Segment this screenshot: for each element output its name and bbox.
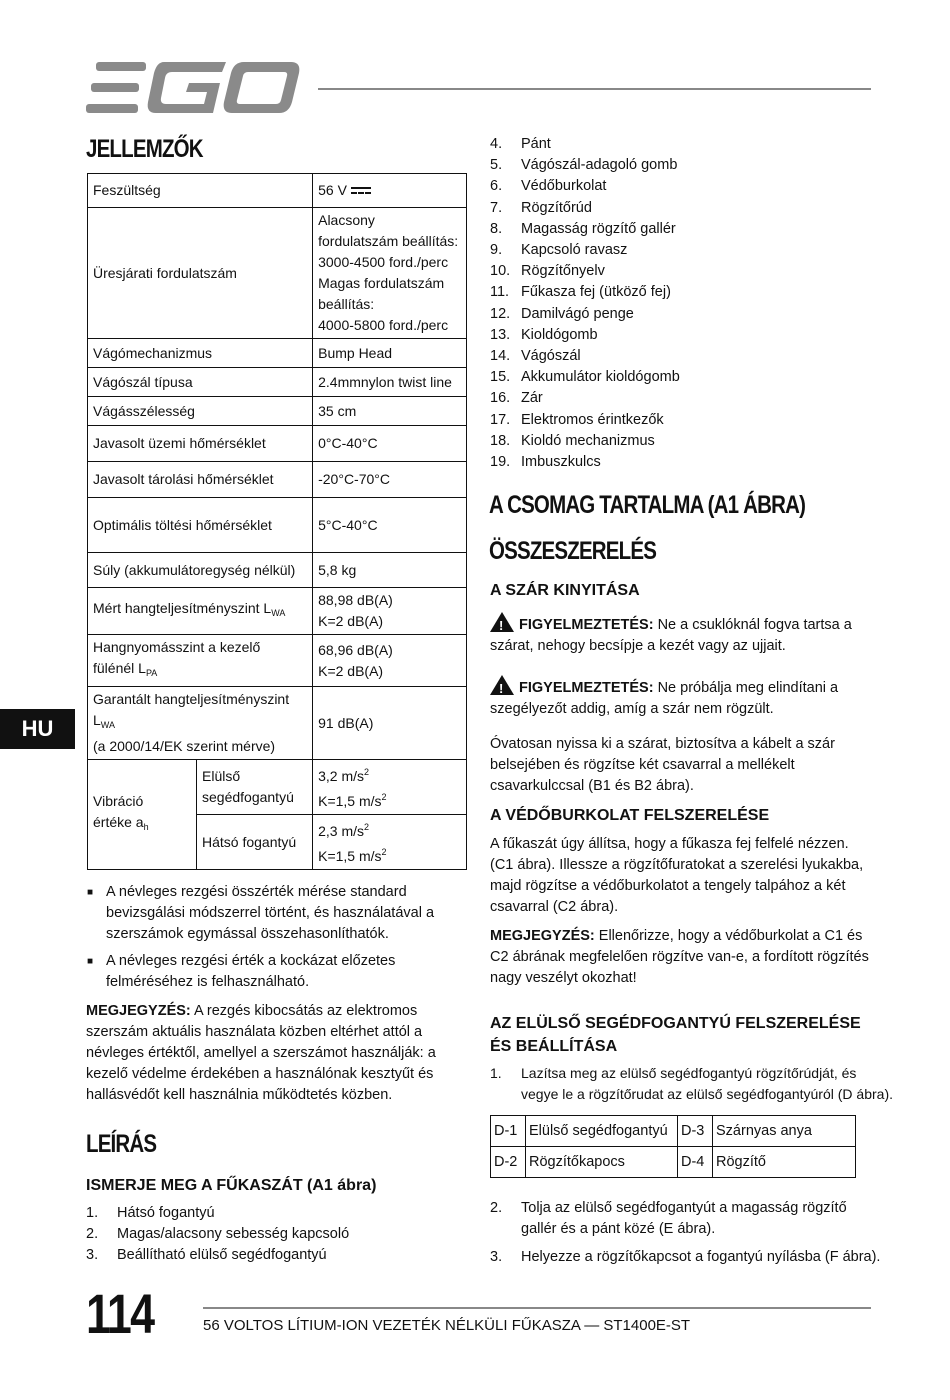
- list-item: 19. Imbuszkulcs: [490, 454, 601, 471]
- spec-value: 68,96 dB(A) K=2 dB(A): [313, 635, 467, 687]
- list-item: ■ A névleges rezgési összérték mérése standard bevizsgálási módszerrel történt, és használatával a szerszámok egymással összehasonlíthatók.: [87, 882, 462, 945]
- list-item: 4. Pánt: [490, 136, 551, 152]
- spec-label: Vágásszélesség: [88, 397, 313, 426]
- part-code: D-1: [491, 1116, 526, 1147]
- heading-osszeszereles: ÖSSZESZERELÉS: [489, 537, 657, 565]
- list-item: 11. Fűkasza fej (ütköző fej): [490, 284, 671, 301]
- spec-value: 0°C-40°C: [313, 426, 467, 462]
- spec-value: 35 cm: [313, 397, 467, 426]
- spec-value: 5,8 kg: [313, 553, 467, 588]
- spec-label: Javasolt üzemi hőmérséklet: [88, 426, 313, 462]
- spec-value: 88,98 dB(A) K=2 dB(A): [313, 588, 467, 635]
- szar-paragraph: Óvatosan nyissa ki a szárat, biztosítva a kábelt a szár belsejében és rögzítse két csavarral a mellékelt csavarkulccsal (B1 és B2 ábra).: [490, 736, 835, 794]
- spec-label: Üresjárati fordulatszám: [88, 208, 313, 339]
- list-item: 2. Magas/alacsony sebesség kapcsoló: [86, 1226, 350, 1243]
- spec-label: Vibráció értéke $a_h$: [88, 760, 197, 870]
- spec-label: Javasolt tárolási hőmérséklet: [88, 462, 313, 498]
- warning-icon: [490, 612, 514, 632]
- spec-label: Elülső segédfogantyú: [197, 760, 313, 815]
- part-name: Szárnyas anya: [713, 1116, 856, 1147]
- heading-leiras: LEÍRÁS: [86, 1130, 157, 1158]
- spec-value: 5°C-40°C: [313, 498, 467, 553]
- heading-jellemzok: JELLEMZŐK: [86, 135, 203, 163]
- vedo-paragraph: A fűkaszát úgy állítsa, hogy a fűkasza fej felfelé nézzen. (C1 ábra). Illessze a rögzítőfuratokat a szerelési lyukakba, majd rögzítse a védőburkolatot a tengely talpához a két csavarral (C2 ábra).: [490, 836, 864, 915]
- list-item: 10. Rögzítőnyelv: [490, 263, 605, 280]
- list-item: ■ A névleges rezgési érték a kockázat előzetes felméréséhez is felhasználható.: [87, 951, 462, 993]
- spec-table: [87, 173, 467, 870]
- spec-value: 2.4mmnylon twist line: [313, 368, 467, 397]
- note-paragraph: MEGJEGYZÉS: Ellenőrizze, hogy a védőburkolat a C1 és C2 ábrának megfelelően rögzítve van-e, a fordított rögzítés nagy veszélyt okozhat!: [490, 928, 869, 986]
- spec-label: Hangnyomásszint a kezelő fülénél $L_{PA}$: [88, 635, 313, 687]
- step-item: 2. Tolja az elülső segédfogantyút a magasság rögzítő gallér és a pánt közé (E ábra).: [490, 1200, 847, 1237]
- list-item: 18. Kioldó mechanizmus: [490, 432, 655, 449]
- language-tab: HU: [0, 709, 75, 749]
- list-item: 9. Kapcsoló ravasz: [490, 242, 628, 259]
- spec-label: Mért hangteljesítményszint $L_{WA}$: [88, 588, 313, 635]
- list-item: 17. Elektromos érintkezők: [490, 411, 664, 428]
- page-number: 114: [86, 1282, 154, 1345]
- list-item: 1. Hátsó fogantyú: [86, 1205, 215, 1221]
- spec-label: Feszültség: [88, 174, 313, 208]
- list-item: 3. Beállítható elülső segédfogantyú: [86, 1247, 327, 1264]
- spec-label: Hátsó fogantyú: [197, 815, 313, 870]
- spec-value: Bump Head: [313, 339, 467, 368]
- spec-value: 56 V: [313, 174, 467, 208]
- spec-value: 3,2 $m/s^2$ K=1,5 $m/s^2$: [313, 760, 467, 815]
- header-rule: [318, 88, 871, 90]
- list-item: 13. Kioldógomb: [490, 326, 598, 343]
- step-item: 1. Lazítsa meg az elülső segédfogantyú rögzítőrúdját, és vegye le a rögzítőrudat az elülső segédfogantyúról (D ábra).: [490, 1065, 893, 1102]
- list-item: 14. Vágószál: [490, 348, 581, 365]
- parts-list-left: [86, 1203, 349, 1267]
- bullet-list: [87, 882, 462, 999]
- ego-logo: [86, 62, 301, 114]
- list-item: 15. Akkumulátor kioldógomb: [490, 369, 680, 386]
- note-paragraph: MEGJEGYZÉS: A rezgés kibocsátás az elektromos szerszám aktuális használata közben eltérhet attól a névleges értéktől, amellyel a szerszámot használják: a kezelő védelme érdekében a használónak kesztyűt és hallásvédőt kell használnia működtetés közben.: [86, 1003, 436, 1103]
- spec-label: Vágómechanizmus: [88, 339, 313, 368]
- list-item: 7. Rögzítőrúd: [490, 199, 592, 216]
- subheading-ismerje: ISMERJE MEG A FŰKASZÁT (A1 ábra): [86, 1177, 377, 1194]
- list-item: 5. Vágószál-adagoló gomb: [490, 157, 678, 174]
- subheading-szar: A SZÁR KINYITÁSA: [490, 582, 640, 599]
- part-code: D-3: [678, 1116, 713, 1147]
- spec-label: Optimális töltési hőmérséklet: [88, 498, 313, 553]
- part-code: D-4: [678, 1147, 713, 1178]
- heading-csomag: A CSOMAG TARTALMA (A1 ÁBRA): [489, 491, 806, 519]
- spec-value: 2,3 $m/s^2$ K=1,5 $m/s^2$: [313, 815, 467, 870]
- dc-symbol-icon: [351, 187, 371, 195]
- part-code: D-2: [491, 1147, 526, 1178]
- parts-table: [490, 1115, 856, 1178]
- warning-icon: [490, 675, 514, 695]
- part-name: Rögzítő: [713, 1147, 856, 1178]
- footer-title: 56 VOLTOS LÍTIUM-ION VEZETÉK NÉLKÜLI FŰKASZA — ST1400E-ST: [203, 1317, 691, 1334]
- spec-value: -20°C-70°C: [313, 462, 467, 498]
- spec-label: Garantált hangteljesítményszint $L_{WA}$ (a 2000/14/EK szerint mérve): [88, 687, 313, 760]
- spec-value: 91 dB(A): [313, 687, 467, 760]
- warning-paragraph: !FIGYELMEZTETÉS: Ne próbálja meg elindítani a szegélyezőt addig, amíg a szár nem rögzült.: [490, 675, 870, 720]
- step-item: 3. Helyezze a rögzítőkapcsot a fogantyú nyílásba (F ábra).: [490, 1249, 881, 1265]
- part-name: Rögzítőkapocs: [526, 1147, 678, 1178]
- list-item: 6. Védőburkolat: [490, 178, 607, 195]
- subheading-vedoburkolat: A VÉDŐBURKOLAT FELSZERELÉSE: [490, 807, 770, 824]
- warning-paragraph: !FIGYELMEZTETÉS: Ne a csuklóknál fogva tartsa a szárat, nehogy becsípje a kezét vagy az ujjait.: [490, 612, 870, 657]
- part-name: Elülső segédfogantyú: [526, 1116, 678, 1147]
- spec-label: Vágószál típusa: [88, 368, 313, 397]
- spec-label: Súly (akkumulátoregység nélkül): [88, 553, 313, 588]
- parts-list-right: [490, 134, 680, 473]
- spec-value: Alacsony fordulatszám beállítás: 3000-4500 ford./perc Magas fordulatszám beállítás: 4000-5800 ford./perc: [313, 208, 467, 339]
- list-item: 12. Damilvágó penge: [490, 305, 634, 322]
- subheading-elulso: AZ ELÜLSŐ SEGÉDFOGANTYÚ FELSZERELÉSE ÉS BEÁLLÍTÁSA: [490, 1015, 861, 1055]
- list-item: 16. Zár: [490, 390, 543, 407]
- footer-rule: [203, 1307, 871, 1309]
- list-item: 8. Magasság rögzítő gallér: [490, 220, 676, 237]
